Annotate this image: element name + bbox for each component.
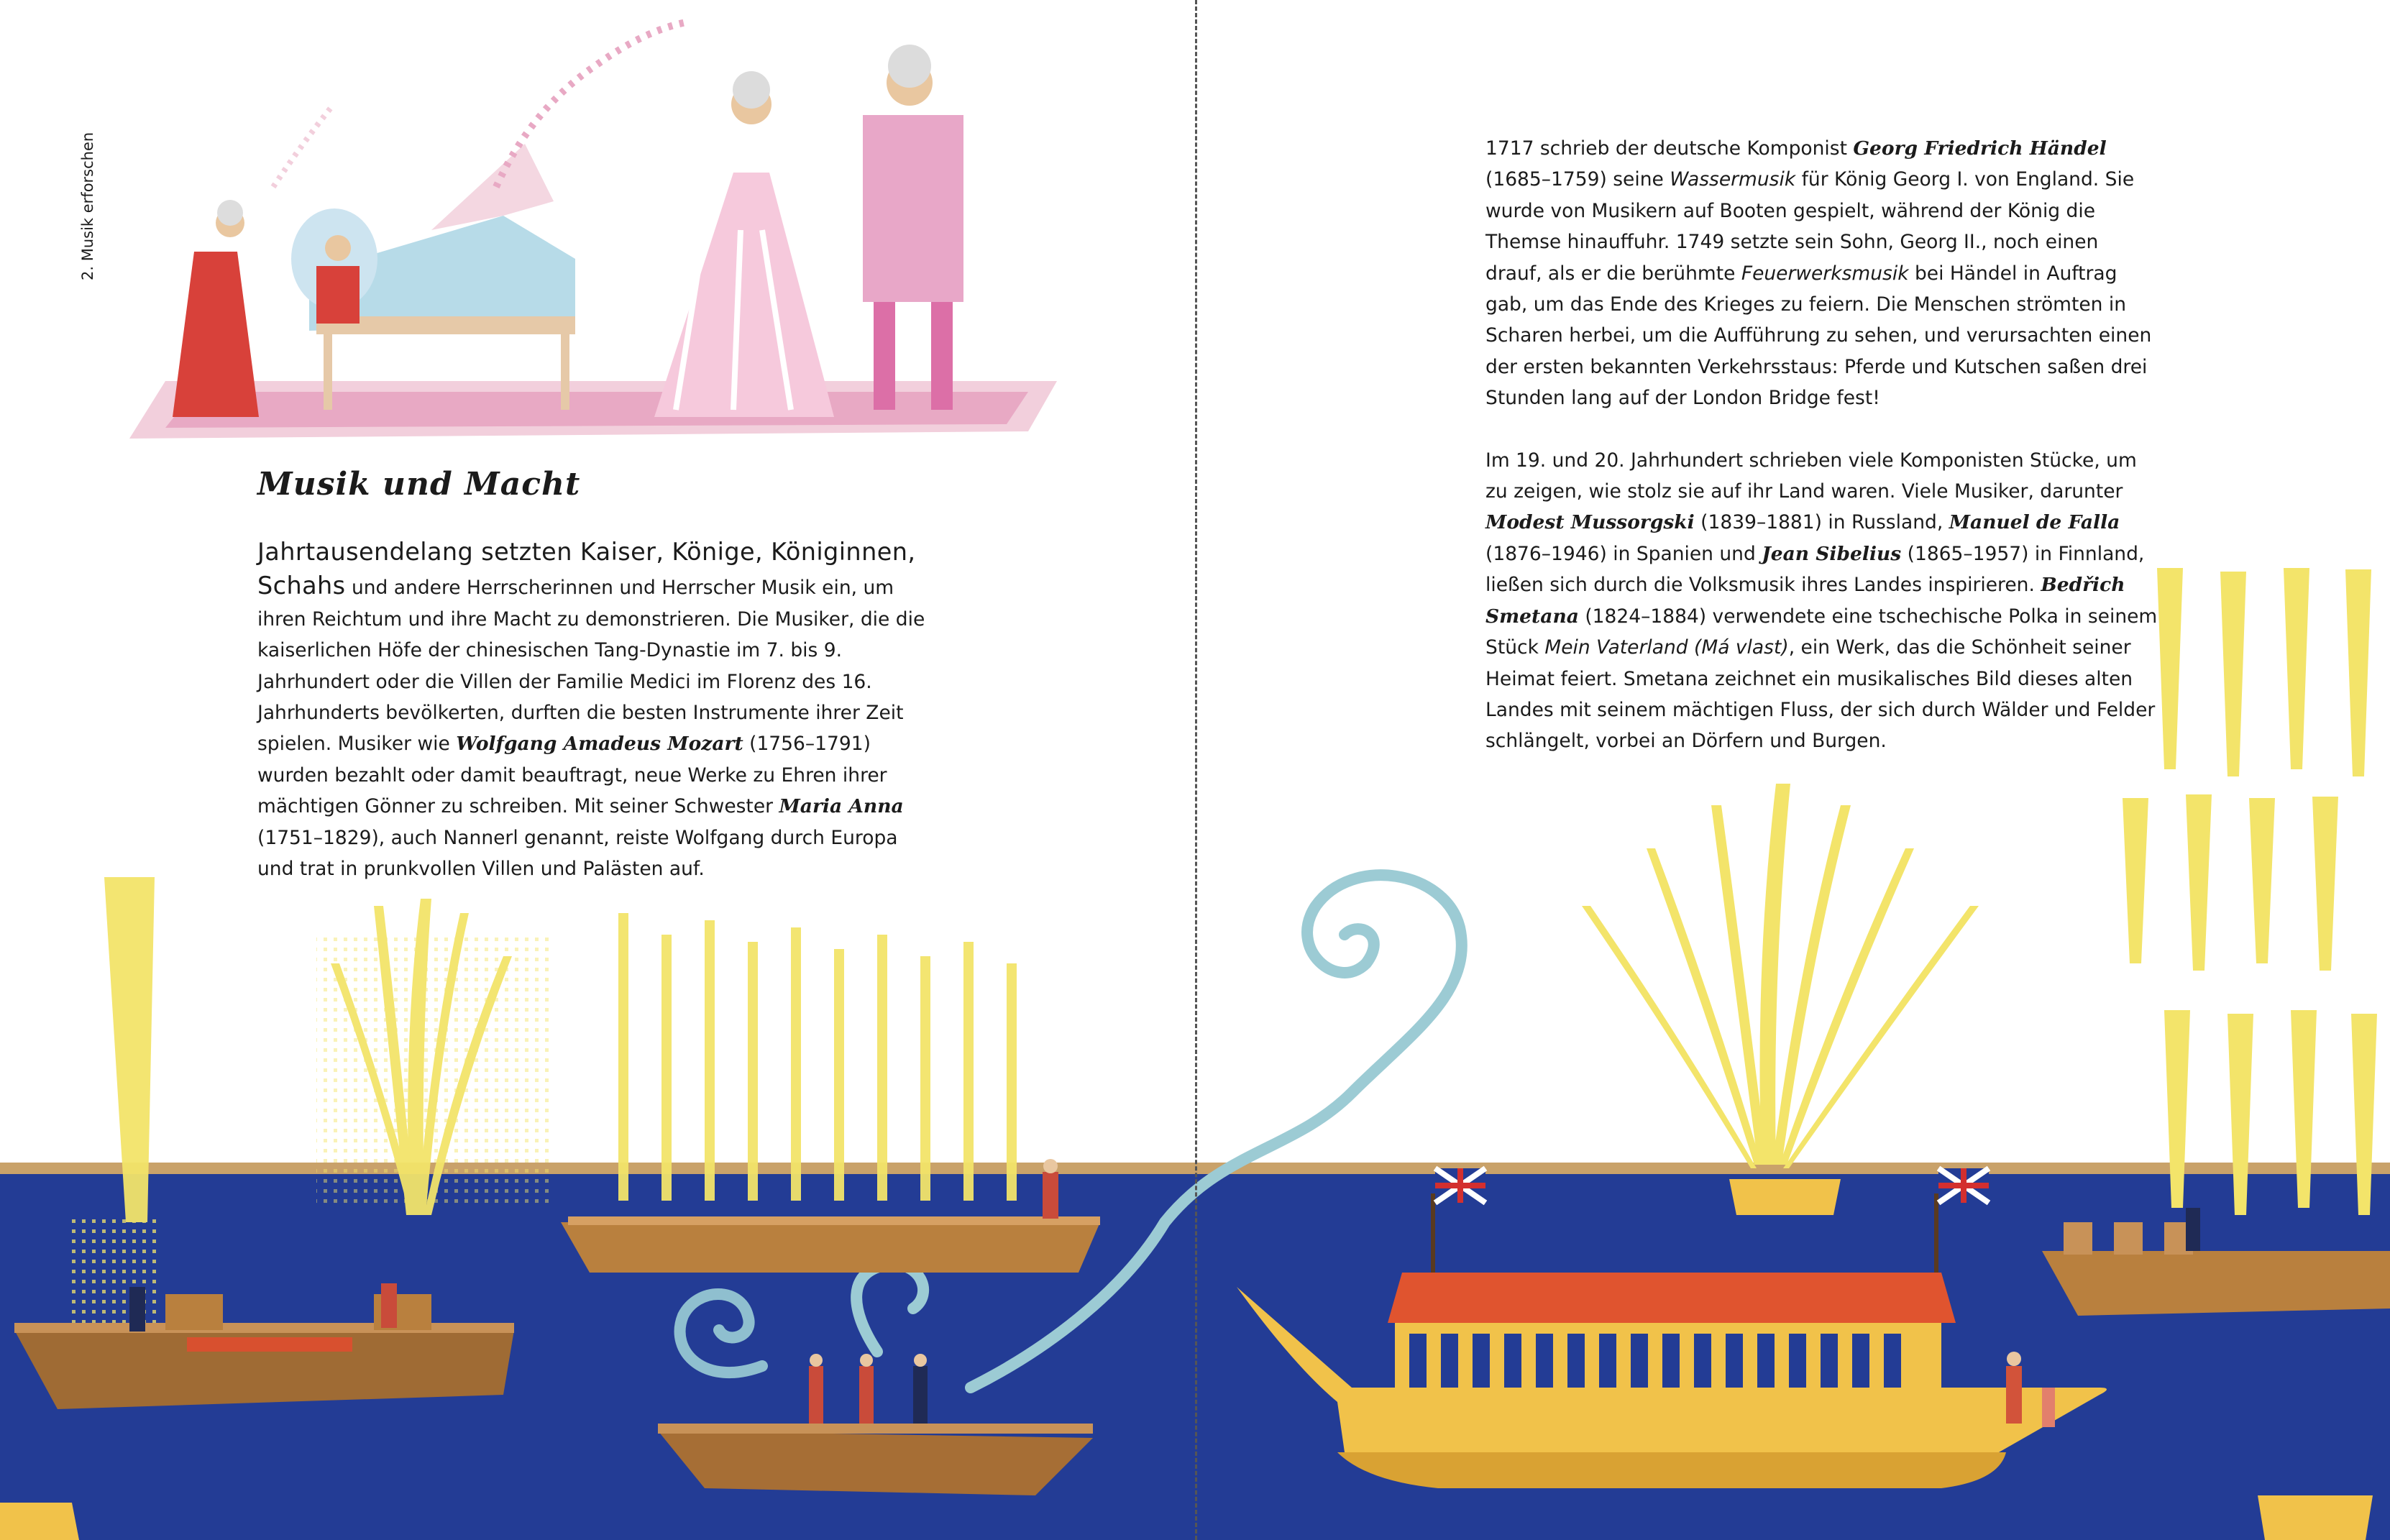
section-heading: Musik und Macht [257, 466, 581, 503]
name-mussorgski: Modest Mussorgski [1485, 511, 1695, 534]
name-smetana: Bedřich Smetana [1485, 574, 2125, 628]
running-head: 2. Musik erforschen [79, 132, 96, 280]
name-mozart: Wolfgang Amadeus Mozart [456, 733, 743, 756]
left-body-text [257, 536, 930, 884]
name-maria-anna: Maria Anna [779, 795, 904, 818]
name-de-falla: Manuel de Falla [1949, 511, 2120, 534]
page-gutter [1195, 0, 1197, 1540]
paragraph-handel [1485, 133, 2158, 414]
title-wassermusik: Wassermusik [1670, 168, 1796, 191]
body-segment: bei Händel in Auftrag gab, um das Ende des Krieges zu feiern. Die Menschen strömten in Scharen herbei, um die Aufführung zu sehen, und verursachten einen der ersten bekannten Verkehrsstaus: Pferde und Kutschen saßen drei Stunden lang auf der London Bridge fest! [1485, 262, 2152, 410]
lead-text: Jahrtausendelang setzten Kaiser, Könige, Königinnen, Schahs [257, 538, 916, 600]
body-segment: Im 19. und 20. Jahrhundert schrieben viele Komponisten Stücke, um zu zeigen, wie stolz sie auf ihr Land waren. Viele Musiker, darunter [1485, 449, 2137, 503]
paragraph-national-composers [1485, 445, 2158, 757]
court-scene [129, 22, 1057, 439]
body-segment: (1756–1791) wurden bezahlt oder damit beauftragt, neue Werke zu Ehren ihrer mächtigen Gönner zu schreiben. Mit seiner Schwester [257, 733, 887, 818]
title-ma-vlast: Mein Vaterland (Má vlast) [1544, 636, 1789, 659]
body-segment: 1717 schrieb der deutsche Komponist [1485, 137, 1854, 160]
body-segment: (1824–1884) verwendete eine tschechische Polka in seinem Stück [1485, 605, 2158, 659]
body-segment: und andere Herrscherinnen und Herrscher Musik ein, um ihren Reichtum und ihre Macht zu demonstrieren. Die Musiker, die die kaiserlichen Höfe der chinesischen Tang-Dynastie im 7. bis 9. Jahrhundert oder die Villen der Familie Medici im Florenz des 16. Jahrhunderts bevölkerten, durften die besten Instrumente ihrer Zeit spielen. Musiker wie [257, 577, 925, 756]
body-segment: (1876–1946) in Spanien und [1485, 542, 1762, 565]
right-body-text [1485, 133, 2158, 788]
body-segment: (1751–1829), auch Nannerl genannt, reiste Wolfgang durch Europa und trat in prunkvollen Villen und Palästen auf. [257, 826, 898, 881]
body-segment: für König Georg I. von England. Sie wurde von Musikern auf Booten gespielt, während der König die Themse hinauffuhr. 1749 setzte sein Sohn, Georg II., noch einen drauf, als er die berühmte [1485, 168, 2135, 285]
name-sibelius: Jean Sibelius [1762, 542, 1902, 565]
name-handel: Georg Friedrich Händel [1853, 137, 2107, 160]
title-feuerwerksmusik: Feuerwerksmusik [1741, 262, 1909, 285]
body-segment: , ein Werk, das die Schönheit seiner Heimat feiert. Smetana zeichnet ein musikalisches Bild dieses alten Landes mit seinem mächtigen Fluss, der sich durch Wälder und Felder schlängelt, vorbei an Dörfern und Burgen. [1485, 636, 2156, 753]
body-segment: (1685–1759) seine [1485, 168, 1670, 191]
body-segment: (1865–1957) in Finnland, ließen sich durch die Volksmusik ihres Landes inspirieren. [1485, 542, 2145, 597]
body-segment: (1839–1881) in Russland, [1694, 511, 1949, 534]
